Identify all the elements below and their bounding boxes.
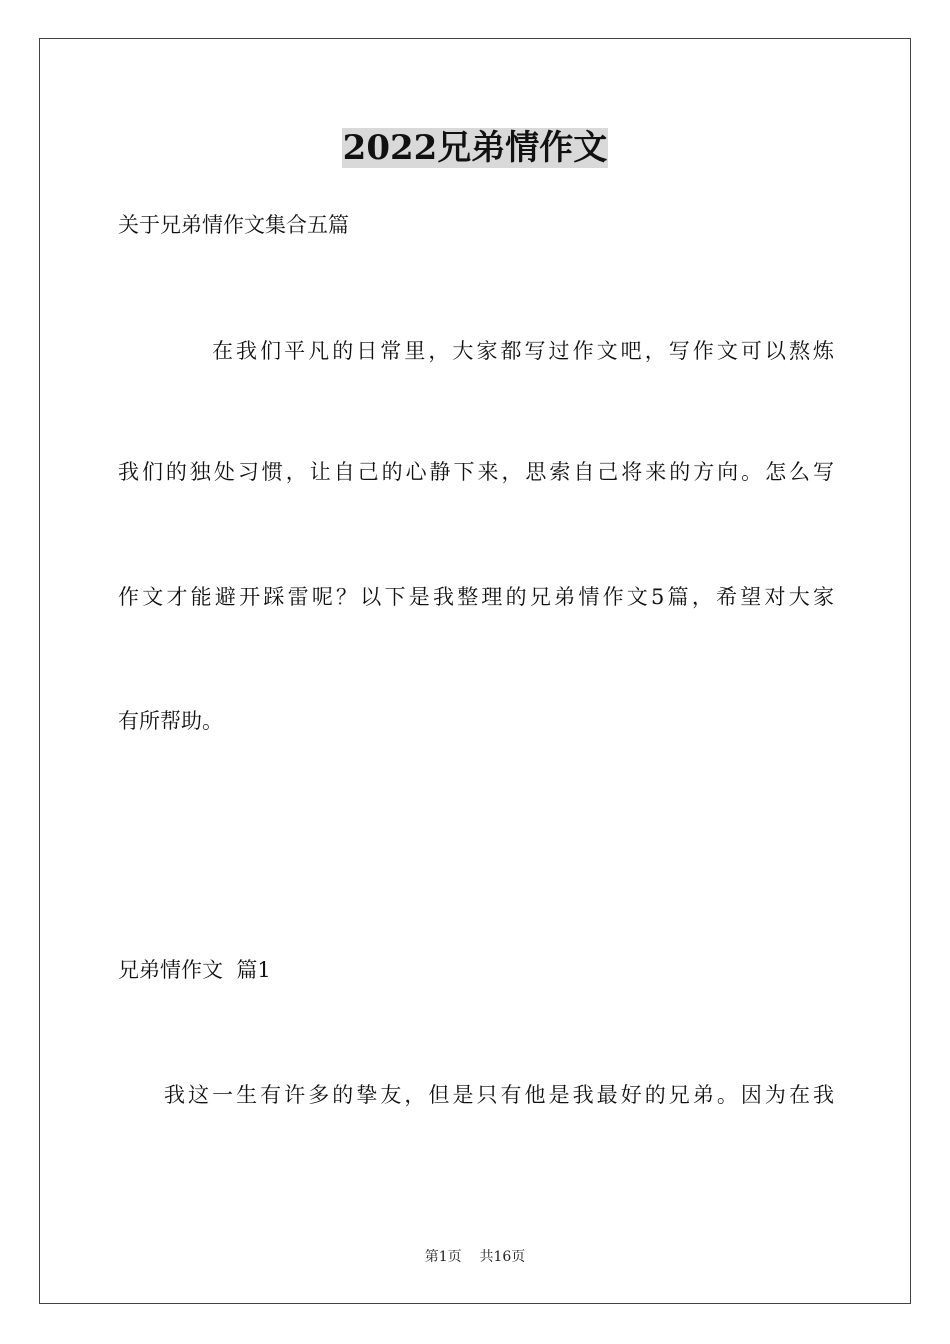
intro-line-3: 作文才能避开踩雷呢？以下是我整理的兄弟情作文5篇，希望对大家 [118,585,834,609]
section-heading: 兄弟情作文 篇1 [118,958,271,982]
intro-line-2: 我们的独处习惯，让自己的心静下来，思索自己将来的方向。怎么写 [118,460,834,484]
section-first-line: 我这一生有许多的挚友，但是只有他是我最好的兄弟。因为在我 [164,1083,834,1107]
title-text: 2022兄弟情作文 [342,128,608,168]
page-footer [0,1247,950,1267]
intro-line-4: 有所帮助。 [118,709,223,733]
page-number: 第1页 共16页 [424,1249,526,1265]
document-title [0,126,950,170]
intro-line-1: 在我们平凡的日常里，大家都写过作文吧，写作文可以熬炼 [212,339,834,363]
document-subtitle: 关于兄弟情作文集合五篇 [118,213,349,237]
